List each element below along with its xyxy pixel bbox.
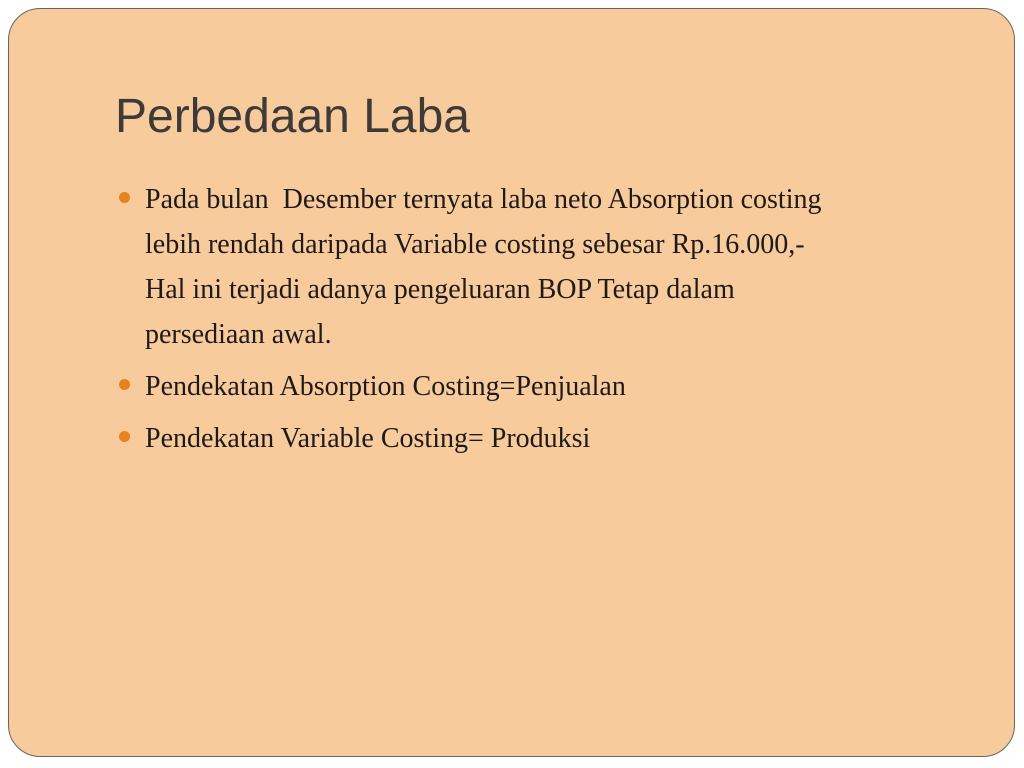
bullet-dot-icon [119,379,130,390]
bullet-line: Hal ini terjadi adanya pengeluaran BOP Tetap dalam [145,274,735,305]
slide [8,8,1015,757]
bullet-item [115,416,965,461]
bullet-line: Pendekatan Variable Costing= Produksi [145,423,591,454]
bullet-line: persediaan awal. [145,319,332,350]
slide-title: Perbedaan Laba [115,90,470,143]
bullet-dot-icon [119,192,130,203]
bullet-dot-icon [119,431,130,442]
bullet-line: lebih rendah daripada Variable costing sebesar Rp.16.000,- [145,229,805,260]
bullet-list [115,177,965,468]
bullet-line: Pendekatan Absorption Costing=Penjualan [145,371,626,402]
bullet-line: Pada bulan Desember ternyata laba neto Absorption costing [145,184,822,215]
bullet-item [115,177,965,357]
bullet-item [115,364,965,409]
